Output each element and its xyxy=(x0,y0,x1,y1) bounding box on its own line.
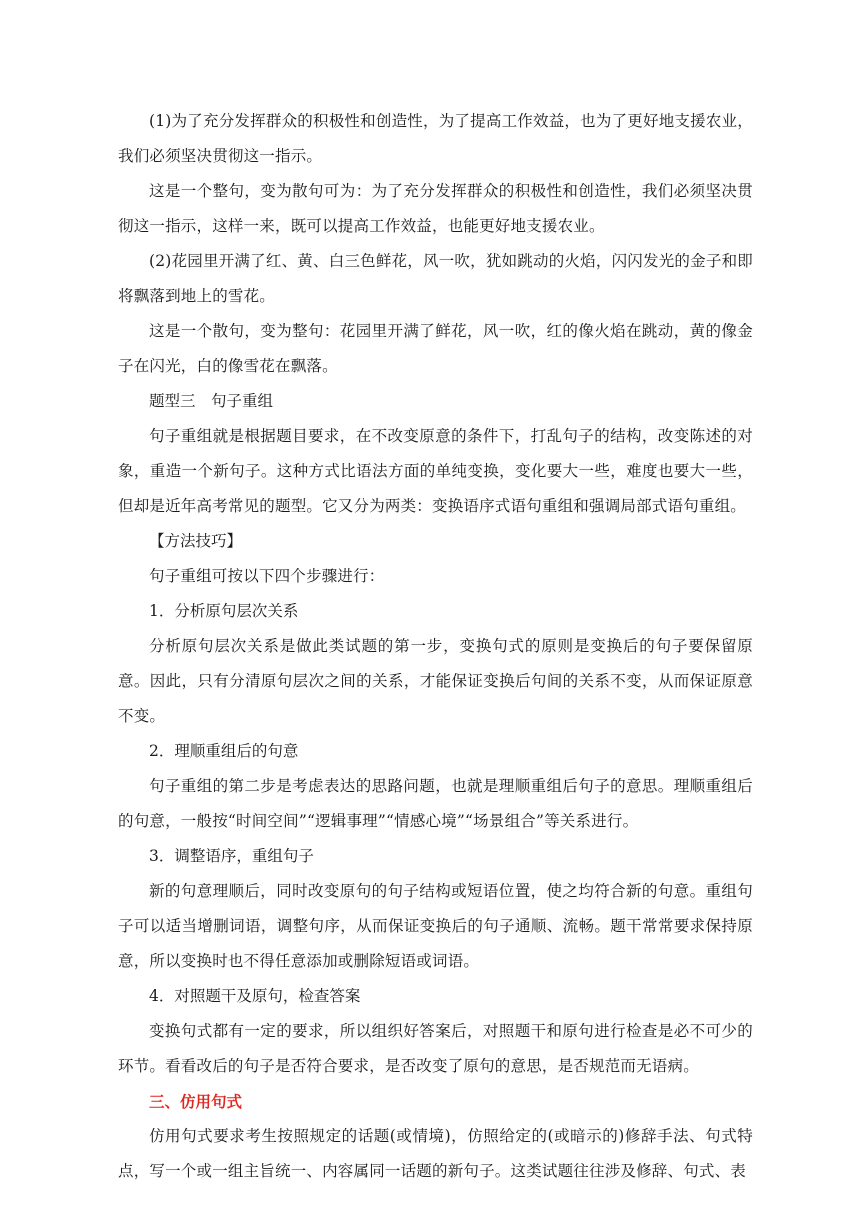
paragraph-step-3: 新的句意理顺后，同时改变原句的句子结构或短语位置，使之均符合新的句意。重组句子可以适当增删词语，调整句序，从而保证变换后的句子通顺、流畅。题干常常要求保持原意，所以变换时也不得任意添加或删除短语或词语。 xyxy=(118,882,753,970)
paragraph-example-1-analysis: 这是一个整句，变为散句可为：为了充分发挥群众的积极性和创造性，我们必须坚决贯彻这一指示，这样一来，既可以提高工作效益，也能更好地支援农业。 xyxy=(118,182,753,235)
section-heading-imitation: 三、仿用句式 xyxy=(149,1092,243,1111)
paragraph-step-2: 句子重组的第二步是考虑表达的思路问题，也就是理顺重组后句子的意思。理顺重组后的句意，一般按“时间空间”“逻辑事理”“情感心境”“场景组合”等关系进行。 xyxy=(118,777,753,830)
paragraph-sentence-restructure-intro: 句子重组就是根据题目要求，在不改变原意的条件下，打乱句子的结构，改变陈述的对象，重造一个新句子。这种方式比语法方面的单纯变换，变化要大一些，难度也要大一些，但却是近年高考常见的题型。它又分为两类：变换语序式语句重组和强调局部式语句重组。 xyxy=(118,427,753,515)
step-heading-3: 3．调整语序，重组句子 xyxy=(149,847,314,865)
paragraph-imitation-intro: 仿用句式要求考生按照规定的话题(或情境)，仿照给定的(或暗示的)修辞手法、句式特点，写一个或一组主旨统一、内容属同一话题的新句子。这类试题往往涉及修辞、句式、表 xyxy=(118,1127,753,1180)
step-heading-4: 4．对照题干及原句，检查答案 xyxy=(149,987,361,1005)
document-body xyxy=(118,104,753,1189)
paragraph-step-4: 变换句式都有一定的要求，所以组织好答案后，对照题干和原句进行检查是必不可少的环节。看看改后的句子是否符合要求，是否改变了原句的意思，是否规范而无语病。 xyxy=(118,1022,753,1075)
paragraph-steps-intro: 句子重组可按以下四个步骤进行： xyxy=(149,567,385,585)
step-heading-2: 2．理顺重组后的句意 xyxy=(149,742,299,760)
paragraph-step-1: 分析原句层次关系是做此类试题的第一步，变换句式的原则是变换后的句子要保留原意。因此，只有分清原句层次之间的关系，才能保证变换后句间的关系不变，从而保证原意不变。 xyxy=(118,637,753,725)
paragraph-example-2-analysis: 这是一个散句，变为整句：花园里开满了鲜花，风一吹，红的像火焰在跳动，黄的像金子在闪光，白的像雪花在飘落。 xyxy=(118,322,753,375)
paragraph-example-2: (2)花园里开满了红、黄、白三色鲜花，风一吹，犹如跳动的火焰，闪闪发光的金子和即将飘落到地上的雪花。 xyxy=(118,252,753,305)
section-heading-type-3: 题型三 句子重组 xyxy=(149,392,274,410)
section-heading-method-tips: 【方法技巧】 xyxy=(149,532,243,550)
paragraph-example-1: (1)为了充分发挥群众的积极性和创造性，为了提高工作效益，也为了更好地支援农业，我们必须坚决贯彻这一指示。 xyxy=(118,112,753,165)
step-heading-1: 1．分析原句层次关系 xyxy=(149,602,299,620)
